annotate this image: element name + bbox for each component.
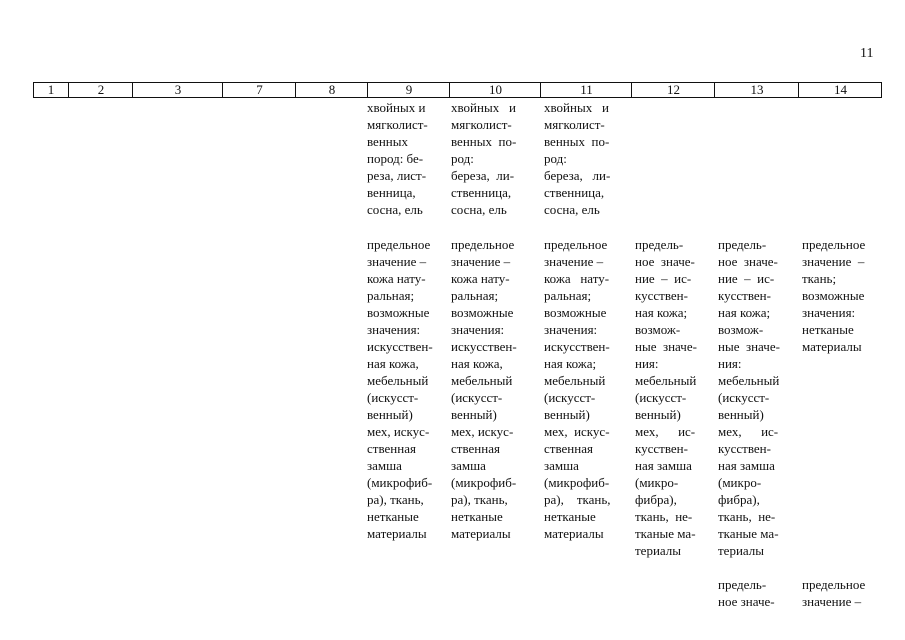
cell-line: ткань, не-	[718, 509, 776, 524]
cell-line: ная замша	[718, 458, 775, 473]
cell-line: ственная	[451, 441, 500, 456]
cell-line: териалы	[718, 543, 765, 558]
cell-line: венный)	[718, 407, 764, 422]
header-cell-1: 1	[47, 82, 55, 97]
cell-line: кусствен-	[635, 441, 688, 456]
cell-line: (искусст-	[451, 390, 503, 405]
cell-line: ные значе-	[718, 339, 780, 354]
cell-line: нетканые	[544, 509, 596, 524]
header-cell-2: 2	[68, 83, 133, 97]
block1-col9	[367, 99, 428, 218]
cell-line: сосна, ель	[451, 202, 507, 217]
cell-line: замша	[367, 458, 402, 473]
cell-line: ное значе-	[718, 254, 778, 269]
cell-line: тканые ма-	[635, 526, 696, 541]
cell-line: кусствен-	[718, 288, 771, 303]
cell-line: (искусст-	[367, 390, 419, 405]
cell-line: мебельный	[544, 373, 606, 388]
cell-line: ткань, не-	[635, 509, 693, 524]
cell-line: фибра),	[718, 492, 760, 507]
cell-line: венница,	[367, 185, 416, 200]
cell-line: (микрофиб-	[544, 475, 610, 490]
cell-line: хвойных и	[367, 100, 426, 115]
cell-line: значение –	[451, 254, 511, 269]
cell-line: возможные	[544, 305, 607, 320]
cell-line: кожа нату-	[367, 271, 426, 286]
cell-line: сосна, ель	[544, 202, 600, 217]
cell-line: возможные	[802, 288, 865, 303]
cell-line: ная кожа,	[367, 356, 419, 371]
cell-line: венный)	[635, 407, 681, 422]
cell-line: ная кожа;	[544, 356, 597, 371]
cell-line: возмож-	[635, 322, 681, 337]
cell-line: ные значе-	[635, 339, 697, 354]
cell-line: нетканые	[802, 322, 854, 337]
cell-line: ральная;	[367, 288, 415, 303]
cell-line: хвойных и	[451, 100, 516, 115]
cell-line: венный)	[544, 407, 590, 422]
cell-line: ное значе-	[718, 594, 775, 609]
header-cell-12: 12	[631, 83, 715, 97]
block1-col10	[451, 99, 516, 218]
cell-line: значение –	[802, 254, 865, 269]
cell-line: значения:	[802, 305, 856, 320]
cell-line: сосна, ель	[367, 202, 423, 217]
cell-line: ственница,	[544, 185, 605, 200]
cell-line: нетканые	[451, 509, 503, 524]
cell-line: материалы	[802, 339, 862, 354]
cell-line: ния:	[635, 356, 659, 371]
cell-line: венный)	[367, 407, 413, 422]
cell-line: мебельный	[718, 373, 780, 388]
cell-line: род:	[544, 151, 567, 166]
cell-line: кусствен-	[718, 441, 771, 456]
block1-col11	[544, 99, 610, 218]
cell-line: береза, ли-	[451, 168, 515, 183]
cell-line: венных	[367, 134, 408, 149]
cell-line: искусствен-	[451, 339, 517, 354]
cell-line: ная кожа;	[718, 305, 771, 320]
cell-line: ра), ткань,	[367, 492, 424, 507]
cell-line: предельное	[802, 577, 866, 592]
cell-line: значение –	[802, 594, 862, 609]
header-cell-3: 3	[132, 83, 223, 97]
cell-line: значение –	[367, 254, 427, 269]
cell-line: ная замша	[635, 458, 692, 473]
cell-line: венный)	[451, 407, 497, 422]
block2-col9	[367, 236, 433, 542]
cell-line: замша	[451, 458, 486, 473]
cell-line: мех, искус-	[367, 424, 430, 439]
cell-line: предельное	[451, 237, 515, 252]
page-number: 11	[860, 46, 874, 61]
cell-line: тканые ма-	[718, 526, 779, 541]
cell-line: нетканые	[367, 509, 419, 524]
block2-col14	[802, 236, 865, 355]
cell-line: предель-	[718, 237, 767, 252]
cell-line: значения:	[367, 322, 421, 337]
cell-line: ральная;	[451, 288, 499, 303]
cell-line: териалы	[635, 543, 682, 558]
cell-line: предельное	[544, 237, 608, 252]
cell-line: искусствен-	[367, 339, 433, 354]
block2-col12	[635, 236, 697, 559]
cell-line: мех, ис-	[635, 424, 696, 439]
header-cell-14: 14	[798, 83, 882, 97]
cell-line: венных по-	[451, 134, 517, 149]
cell-line: значения:	[544, 322, 598, 337]
cell-line: мебельный	[367, 373, 429, 388]
cell-line: ное значе-	[635, 254, 695, 269]
cell-line: хвойных и	[544, 100, 609, 115]
cell-line: предель-	[635, 237, 684, 252]
cell-line: мех, ис-	[718, 424, 779, 439]
block2-col13	[718, 236, 780, 559]
cell-line: ная кожа;	[635, 305, 688, 320]
cell-line: мех, искус-	[544, 424, 610, 439]
cell-line: венных по-	[544, 134, 610, 149]
cell-line: кожа нату-	[451, 271, 510, 286]
cell-line: мех, искус-	[451, 424, 514, 439]
cell-line: замша	[544, 458, 579, 473]
cell-line: ра), ткань,	[544, 492, 611, 507]
cell-line: значение –	[544, 254, 604, 269]
cell-line: мягколист-	[544, 117, 605, 132]
cell-line: мягколист-	[451, 117, 512, 132]
cell-line: возможные	[367, 305, 430, 320]
cell-line: пород: бе-	[367, 151, 424, 166]
cell-line: (искусст-	[635, 390, 687, 405]
table-header-row	[33, 82, 882, 98]
cell-line: ральная;	[544, 288, 592, 303]
cell-line: предельное	[802, 237, 866, 252]
cell-line: кусствен-	[635, 288, 688, 303]
cell-line: возмож-	[718, 322, 764, 337]
cell-line: предельное	[367, 237, 431, 252]
cell-line: ственная	[544, 441, 593, 456]
cell-line: (искусст-	[718, 390, 770, 405]
cell-line: предель-	[718, 577, 767, 592]
block2-col11	[544, 236, 611, 542]
cell-line: мебельный	[635, 373, 697, 388]
block3-col14	[802, 576, 865, 610]
cell-line: (микро-	[635, 475, 679, 490]
cell-line: (искусст-	[544, 390, 596, 405]
cell-line: кожа нату-	[544, 271, 610, 286]
header-cell-8: 8	[295, 83, 368, 97]
cell-line: род:	[451, 151, 474, 166]
header-cell-7: 7	[222, 83, 296, 97]
cell-line: береза, ли-	[544, 168, 611, 183]
cell-line: реза, лист-	[367, 168, 427, 183]
header-cell-9: 9	[367, 83, 450, 97]
cell-line: ственная	[367, 441, 416, 456]
cell-line: возможные	[451, 305, 514, 320]
cell-line: ние – ис-	[718, 271, 775, 286]
header-cell-11: 11	[540, 83, 632, 97]
cell-line: мебельный	[451, 373, 513, 388]
cell-line: искусствен-	[544, 339, 610, 354]
cell-line: фибра),	[635, 492, 677, 507]
cell-line: материалы	[544, 526, 604, 541]
cell-line: ткань;	[802, 271, 837, 286]
cell-line: (микро-	[718, 475, 762, 490]
cell-line: ние – ис-	[635, 271, 692, 286]
block3-col13	[718, 576, 775, 610]
cell-line: значения:	[451, 322, 505, 337]
cell-line: материалы	[451, 526, 511, 541]
cell-line: ственница,	[451, 185, 512, 200]
cell-line: мягколист-	[367, 117, 428, 132]
cell-line: материалы	[367, 526, 427, 541]
cell-line: (микрофиб-	[451, 475, 517, 490]
header-cell-10: 10	[449, 83, 541, 97]
block2-col10	[451, 236, 517, 542]
cell-line: ная кожа,	[451, 356, 503, 371]
cell-line: ра), ткань,	[451, 492, 508, 507]
header-cell-13: 13	[714, 83, 799, 97]
cell-line: ния:	[718, 356, 742, 371]
cell-line: (микрофиб-	[367, 475, 433, 490]
